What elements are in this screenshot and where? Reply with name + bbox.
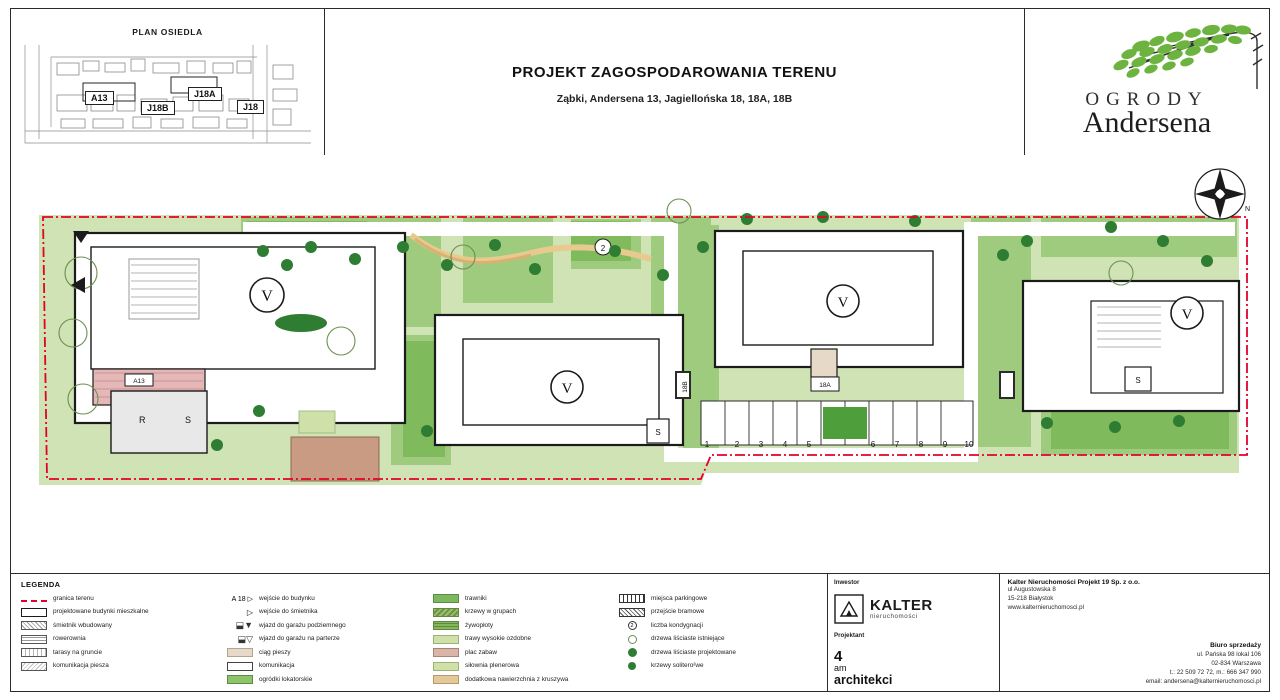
legend-label: śmietnik wbudowany	[53, 621, 112, 629]
brand-logo-panel	[1025, 9, 1269, 155]
legend-label: krzewy solitero²we	[651, 662, 704, 670]
legend-column-3	[433, 593, 609, 685]
legend-item	[433, 661, 609, 672]
sales-email[interactable]: email: andersena@kalternieruchomosci.pl	[1145, 678, 1261, 686]
parking-swatch-icon	[619, 594, 645, 603]
building-swatch-icon	[21, 608, 47, 617]
sales-line-2: 02-834 Warszawa	[1211, 660, 1261, 668]
legend-label: dodatkowa nawierzchnia z kruszywa	[465, 675, 569, 683]
legend-item	[433, 607, 609, 618]
mini-map-svg	[21, 39, 315, 147]
legend-item	[433, 634, 609, 645]
playground-swatch-icon	[433, 648, 459, 657]
legend-item	[619, 647, 819, 658]
page-subtitle: Ząbki, Andersena 13, Jagiellońska 18, 18A, 18B	[556, 93, 793, 105]
legend-item	[21, 661, 217, 672]
hedge-swatch-icon	[433, 621, 459, 630]
legend-label: komunikacja piesza	[53, 662, 109, 670]
designer-label: Projektant	[834, 632, 865, 639]
svg-text:R: R	[139, 415, 146, 425]
sales-office-title: Biuro sprzedaży	[1210, 642, 1261, 650]
legend-label: siłownia plenerowa	[465, 662, 519, 670]
legend-item	[227, 634, 423, 645]
mini-map-tag-j18: J18	[237, 100, 264, 114]
svg-text:3: 3	[758, 440, 764, 449]
page-title: PROJEKT ZAGOSPODAROWANIA TERENU	[512, 64, 837, 81]
legend-title: LEGENDA	[21, 580, 61, 589]
road-swatch-icon	[227, 662, 253, 671]
building-entrance-arrow-icon: A 18 ▷	[231, 595, 253, 603]
legend-item	[433, 593, 609, 604]
waste-room-swatch-icon	[21, 621, 47, 630]
kalter-mark-icon	[834, 594, 864, 624]
compass-rose	[1195, 169, 1250, 219]
legend-label: miejsca parkingowe	[651, 594, 708, 602]
legend-label: trawy wysokie ozdobne	[465, 635, 532, 643]
svg-text:7: 7	[894, 440, 900, 449]
contact-line-2: 15-218 Białystok	[1007, 594, 1054, 602]
new-tree-icon	[619, 648, 645, 657]
designer-number: 4	[834, 648, 843, 665]
contact-block	[1000, 574, 1269, 692]
solitary-shrub-icon	[619, 662, 645, 671]
svg-text:V: V	[561, 381, 573, 397]
legend-item	[619, 620, 819, 631]
legend-label: ogródki lokatorskie	[259, 675, 313, 683]
shrub-group-swatch-icon	[433, 608, 459, 617]
svg-text:1: 1	[704, 440, 710, 449]
legend-item	[227, 647, 423, 658]
legend-item	[619, 634, 819, 645]
investor-label: Inwestor	[834, 579, 860, 586]
svg-text:2: 2	[600, 244, 606, 253]
svg-text:S: S	[655, 428, 661, 437]
pedestrian-area-swatch-icon	[21, 662, 47, 671]
sales-phone[interactable]: t.: 22 509 72 72, m.: 666 347 990	[1169, 669, 1261, 677]
sales-line-1: ul. Pańska 98 lokal 106	[1197, 651, 1261, 659]
gate-passage-swatch-icon	[619, 608, 645, 617]
svg-text:10: 10	[964, 440, 974, 449]
svg-text:S: S	[1135, 376, 1141, 385]
waste-entrance-arrow-icon: ▷	[246, 607, 253, 617]
legend-item	[227, 661, 423, 672]
legend-label: żywopłoty	[465, 621, 494, 629]
walkway-swatch-icon	[227, 648, 253, 657]
legend-label: wjazd do garażu podziemnego	[259, 621, 346, 629]
legend-label: przejście bramowe	[651, 608, 705, 616]
svg-text:8: 8	[918, 440, 924, 449]
legend-label: wjazd do garażu na parterze	[259, 635, 340, 643]
mini-map-tag-j18b: J18B	[141, 101, 175, 115]
site-overview-map	[21, 39, 315, 147]
site-plan-drawing	[11, 155, 1269, 573]
designer-logo	[834, 649, 993, 688]
legend-item	[433, 647, 609, 658]
legend-label: drzewa liściaste projektowane	[651, 648, 736, 656]
legend-item	[21, 620, 217, 631]
contact-company: Kalter Nieruchomości Projekt 19 Sp. z o.o.	[1007, 579, 1140, 586]
legend-item	[21, 593, 217, 604]
legend-item	[227, 607, 423, 618]
legend-column-2	[227, 593, 423, 685]
sales-office-block	[1146, 642, 1261, 687]
investor-logo	[834, 594, 993, 624]
svg-text:N: N	[1245, 206, 1251, 213]
svg-text:V: V	[261, 288, 273, 305]
site-overview-panel	[11, 9, 325, 155]
investor-designer-block	[828, 574, 1000, 692]
legend-label: trawniki	[465, 594, 487, 602]
private-garden-swatch-icon	[227, 675, 253, 684]
legend-item	[619, 607, 819, 618]
ground-garage-ramp-icon: ⬓▽	[237, 633, 253, 644]
legend-item	[21, 634, 217, 645]
existing-tree-icon	[619, 635, 645, 644]
legend-item	[433, 620, 609, 631]
legend-label: wejście do budynku	[259, 594, 315, 602]
legend-label: wejście do śmietnika	[259, 608, 318, 616]
svg-text:A13: A13	[133, 378, 145, 385]
svg-text:2: 2	[734, 440, 740, 449]
mini-map-tag-a13: A13	[85, 91, 114, 105]
investor-subtitle: nieruchomości	[870, 613, 918, 620]
legend-item	[21, 607, 217, 618]
legend-column-1	[21, 593, 217, 685]
outdoor-gym-swatch-icon	[433, 662, 459, 671]
legend-item	[227, 674, 423, 685]
legend-item	[619, 593, 819, 604]
site-overview-caption: PLAN OSIEDLA	[132, 27, 203, 37]
svg-text:5: 5	[806, 440, 812, 449]
legend-label: liczba kondygnacji	[651, 621, 703, 629]
drawing-title-panel	[325, 9, 1025, 155]
logo-line-2: Andersena	[1082, 106, 1212, 139]
legend-label: projektowane budynki mieszkalne	[53, 608, 149, 616]
tall-grass-swatch-icon	[433, 635, 459, 644]
legend-label: komunikacja	[259, 662, 295, 670]
svg-text:6: 6	[870, 440, 876, 449]
investor-name: KALTER	[870, 597, 933, 614]
bike-room-swatch-icon	[21, 635, 47, 644]
logo-line-1: OGRODY	[1085, 89, 1209, 110]
legend-item	[227, 620, 423, 631]
designer-name: architekci	[834, 672, 893, 687]
svg-text:V: V	[1181, 307, 1193, 323]
svg-text:18A: 18A	[819, 382, 831, 389]
svg-text:V: V	[837, 295, 849, 311]
legend-label: drzewa liściaste istniejące	[651, 635, 725, 643]
terrace-swatch-icon	[21, 648, 47, 657]
legend-label: krzewy w grupach	[465, 608, 517, 616]
boundary-swatch-icon	[21, 600, 47, 602]
title-block-header	[11, 9, 1269, 155]
svg-text:18B: 18B	[682, 381, 689, 393]
legend-label: ciąg pieszy	[259, 648, 291, 656]
gravel-surface-swatch-icon	[433, 675, 459, 684]
legend-main	[11, 574, 828, 692]
lawn-swatch-icon	[433, 594, 459, 603]
svg-text:4: 4	[782, 440, 788, 449]
contact-line-1: ul Augustowska 8	[1007, 586, 1056, 593]
tree-icon	[1029, 21, 1265, 91]
legend-label: rowerownia	[53, 635, 86, 643]
legend-label: plac zabaw	[465, 648, 497, 656]
contact-website[interactable]: www.kalternieruchomosci.pl	[1007, 603, 1084, 611]
site-plan-svg	[11, 155, 1269, 573]
legend-item	[433, 674, 609, 685]
underground-garage-ramp-icon: ⬓▼	[235, 620, 253, 630]
legend-item	[227, 593, 423, 604]
legend-label: tarasy na gruncie	[53, 648, 103, 656]
storey-count-icon: 2	[619, 621, 645, 630]
mini-map-tag-j18a: J18A	[188, 87, 222, 101]
legend-item	[21, 647, 217, 658]
svg-text:9: 9	[942, 440, 948, 449]
designer-am: am	[834, 663, 847, 673]
svg-text:S: S	[185, 415, 192, 425]
legend-block	[11, 573, 1269, 692]
legend-item	[619, 661, 819, 672]
legend-label: granica terenu	[53, 594, 94, 602]
legend-column-4	[619, 593, 819, 685]
